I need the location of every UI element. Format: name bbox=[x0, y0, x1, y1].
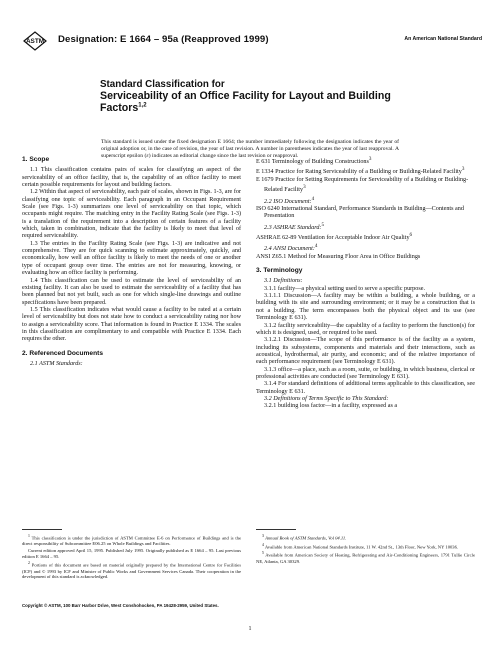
paragraph-3-1-2: 3.1.2 facility serviceability—the capability of a facility to perform the function(s) for which it is designed, used, or required to be used. bbox=[256, 322, 475, 336]
paragraph-1-4: 1.4 This classification can be used to estimate the level of serviceability of an existing facility. It can also be used to estimate the serviceability of a facility that has been planned but not yet built, such as one for which single-line drawings and outline specifications have been prepared. bbox=[22, 277, 241, 306]
paragraph-1-3: 1.3 The entries in the Facility Rating Scale (see Figs. 1-3) are indicative and not comprehensive. They are for quick scanning to estimate approximately, quickly, and economically, how well an office facility is likely to meet the needs of one or another type of occupant group over time. The entries are not for measuring, knowing, or evaluating how an office facility is performing. bbox=[22, 240, 241, 277]
footnote-4: $^4$ Available from American National Standards Institute, 11 W. 42nd St., 13th Floor, New York, NY 10036. bbox=[262, 542, 459, 550]
footnote-divider-left bbox=[22, 529, 62, 530]
paragraph-1-2: 1.2 Within that aspect of serviceability, each pair of scales, shown in Figs. 1-3, are for classifying one topic of serviceability. Each paragraph in an Occupant Requirement Scale (see Figs. 1-3) summarizes one level of serviceability on that topic, which occupants might require. The matching entry in the Facility Rating Scale (see Figs. 1-3) is a translation of the requirement into a description of certain features of a facility which, taken in combination, indicate that the facility is likely to meet that level of required serviceability. bbox=[22, 189, 241, 240]
section-heading-scope: 1. Scope bbox=[22, 156, 50, 163]
document-title bbox=[100, 79, 400, 114]
subheading-iso: 2.2 ISO Document:$^4$ bbox=[264, 195, 315, 205]
title-line-1: Standard Classification for bbox=[100, 79, 225, 90]
paragraph-2-1: 2.1 ASTM Standards: bbox=[30, 360, 83, 367]
paragraph-3-1-3: 3.1.3 office—a place, such as a room, suite, or building, in which business, clerical or professional activities are conducted (see Terminology E 631). bbox=[256, 366, 475, 380]
section-heading-referenced-documents: 2. Referenced Documents bbox=[22, 349, 103, 357]
national-standard-label: An American National Standard bbox=[404, 36, 482, 42]
paragraph-3-1: 3.1 Definitions: bbox=[264, 278, 303, 285]
footnote-2: $^2$ Portions of this document are based on material originally prepared by the International Centre for Facilities (ICF) and © 1993 by ICF and Minister of Public Works and Government Services Canada. Their cooperation in the development of this standard is acknowledged. bbox=[22, 561, 241, 580]
reference-ashrae: ASHRAE 62-89 Ventilation for Acceptable Indoor Air Quality$^6$ bbox=[256, 231, 413, 242]
footnote-3: $^3$ Annual Book of ASTM Standards, Vol 04.11. bbox=[262, 534, 347, 541]
paragraph-3-1-1-1: 3.1.1.1 Discussion—A facility may be within a building, a whole building, or a building with its site and surrounding environment; or it may be a construction that is not a building. The term encompasses both the physical object and its use (see Terminology E 631). bbox=[256, 293, 475, 322]
reference-iso6240: ISO 6240 International Standard, Performance Standards in Building—Contents and Presentation bbox=[256, 205, 464, 220]
footnote-1: $^1$ This classification is under the jurisdiction of ASTM Committee E-6 on Performance of Buildings and is the direct responsibility of Subcommittee E06.25 on Whole Buildings and Facilities. bbox=[22, 534, 241, 547]
designation: Designation: E 1664 – 95a (Reapproved 1999) bbox=[58, 34, 269, 45]
paragraph-3-1-4: 3.1.4 For standard definitions of additional terms applicable to this classification, see Terminology E 631. bbox=[256, 381, 475, 395]
right-column bbox=[256, 156, 475, 411]
footnote-1-edition: Current edition approved April 15, 1995. Published July 1995. Originally published as E 1664 – 95. Last previous edition E 1664 – 95. bbox=[22, 548, 241, 560]
reference-e1679: E 1679 Practice for Setting Requirements for Serviceability of a Building or Building-Related Facility$^3$ bbox=[256, 176, 469, 194]
section-heading-terminology: 3. Terminology bbox=[256, 267, 303, 275]
paragraph-3-2: 3.2 Definitions of Terms Specific to This Standard: bbox=[264, 395, 389, 402]
footnotes-left bbox=[22, 534, 241, 581]
issuance-note: This standard is issued under the fixed designation E 1664; the number immediately following the designation indicates the year of original adoption or, in the case of revision, the year of last revision. A number in parentheses indicates the year of last reapproval. A superscript epsilon (ε) indicates an editorial change since the last revision or reapproval. bbox=[101, 139, 399, 159]
footnote-divider-right bbox=[256, 529, 296, 530]
logo-text: ASTM bbox=[25, 38, 45, 46]
paragraph-3-1-1: 3.1.1 facility—a physical setting used to serve a specific purpose. bbox=[264, 285, 425, 292]
subheading-ashrae: 2.3 ASHRAE Standard:$^5$ bbox=[264, 221, 325, 231]
paragraph-3-1-2-1: 3.1.2.1 Discussion—The scope of this performance is of the facility as a system, including its subsystems, components and materials and their interactions, such as acoustical, hydrothermal, air purity, and economic; and of the relative importance of each performance requirement (see Terminology E 631). bbox=[256, 337, 475, 366]
reference-e1334: E 1334 Practice for Rating Serviceability of a Building or Building-Related Facility$^3$ bbox=[256, 166, 465, 176]
paragraph-1-5: 1.5 This classification indicates what would cause a facility to be rated at a certain level of serviceability but does not state how to conduct a serviceability rating nor how to assign a serviceability score. That information is found in Practice E 1334. The scales in this classification are complimentary to and compatible with Practice E 1334. Each requires the other. bbox=[22, 306, 241, 343]
reference-ansi: ANSI Z65.1 Method for Measuring Floor Area in Office Buildings bbox=[256, 253, 421, 260]
reference-e631: E 631 Terminology of Building Constructions$^3$ bbox=[256, 156, 372, 166]
astm-logo bbox=[22, 31, 48, 51]
title-line-3: Factors$^{1,2}$ bbox=[100, 102, 147, 114]
title-line-2: Serviceability of an Office Facility for Layout and Building bbox=[100, 90, 391, 102]
title-footnote-ref: 1,2 bbox=[138, 102, 147, 109]
paragraph-3-2-1: 3.2.1 building loss factor—in a facility, expressed as a bbox=[264, 403, 398, 410]
footnotes-right bbox=[256, 534, 475, 566]
page-number: 1 bbox=[248, 626, 252, 632]
left-column bbox=[22, 156, 241, 368]
paragraph-1-1: 1.1 This classification contains pairs of scales for classifying an aspect of the serviceability of an office facility, that is, the capability of an office facility to meet certain possible requirements for layout and building factors. bbox=[22, 167, 241, 189]
footnote-5: $^5$ Available from American Society of Heating, Refrigerating and Air-Conditioning Engineers, 1791 Tullie Circle NE, Atlanta, GA 30329. bbox=[256, 551, 475, 564]
subheading-ansi: 2.4 ANSI Document:$^4$ bbox=[264, 243, 318, 253]
page-header bbox=[22, 31, 482, 51]
copyright-notice: Copyright © ASTM, 100 Barr Harbor Drive, West Conshohocken, PA 19428-2959, United States. bbox=[22, 603, 219, 608]
